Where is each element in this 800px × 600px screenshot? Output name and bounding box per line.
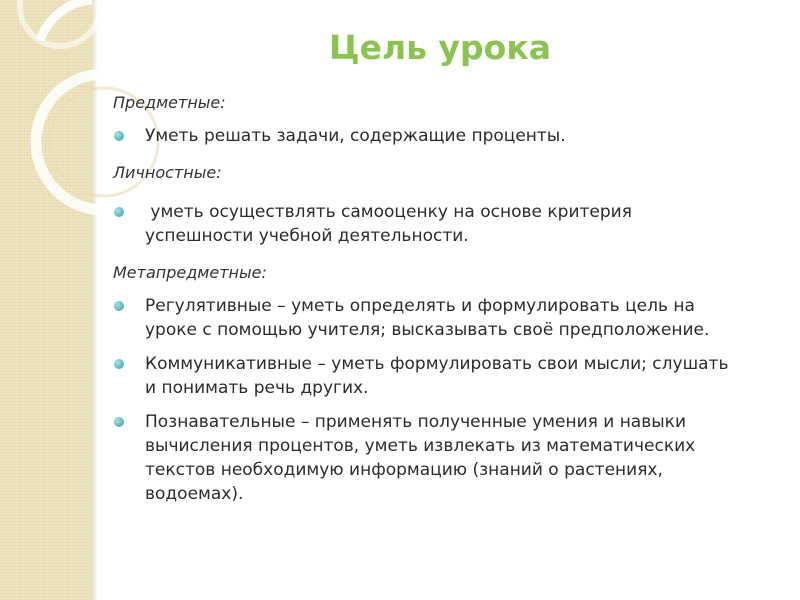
bullet-line: водоемах).	[145, 484, 244, 504]
bullet-item	[113, 410, 800, 506]
section-label-personal: Личностные:	[113, 163, 222, 182]
bullet-line: Коммуникативные – уметь формулировать свои мысли; слушать	[145, 354, 729, 374]
bullet-line: Регулятивные – уметь определять и формулировать цель на	[145, 296, 695, 316]
bullet-dot-icon	[114, 417, 124, 427]
slide-content	[113, 92, 800, 506]
bullet-item	[113, 200, 800, 248]
bullet-item	[113, 294, 800, 342]
bullet-dot-icon	[114, 301, 124, 311]
section-label-metasubject: Метапредметные:	[113, 263, 267, 282]
bullet-dot-icon	[114, 207, 124, 217]
bullet-line: уметь осуществлять самооценку на основе критерия	[145, 202, 632, 222]
bullet-line: уроке с помощью учителя; высказывать своё предположение.	[145, 320, 710, 340]
bullet-line: Познавательные – применять полученные умения и навыки	[145, 412, 686, 432]
bullet-item	[113, 124, 800, 148]
bullet-line: успешности учебной деятельности.	[145, 226, 469, 246]
bullet-item	[113, 352, 800, 400]
section-label-subject: Предметные:	[113, 93, 226, 112]
bullet-line: Уметь решать задачи, содержащие проценты.	[145, 126, 566, 146]
bullet-line: и понимать речь других.	[145, 378, 369, 398]
bullet-line: текстов необходимую информацию (знаний о растениях,	[145, 460, 663, 480]
bullet-dot-icon	[114, 359, 124, 369]
bullet-dot-icon	[114, 131, 124, 141]
slide-title: Цель урока	[329, 28, 551, 67]
bullet-line: вычисления процентов, уметь извлекать из математических	[145, 436, 696, 456]
